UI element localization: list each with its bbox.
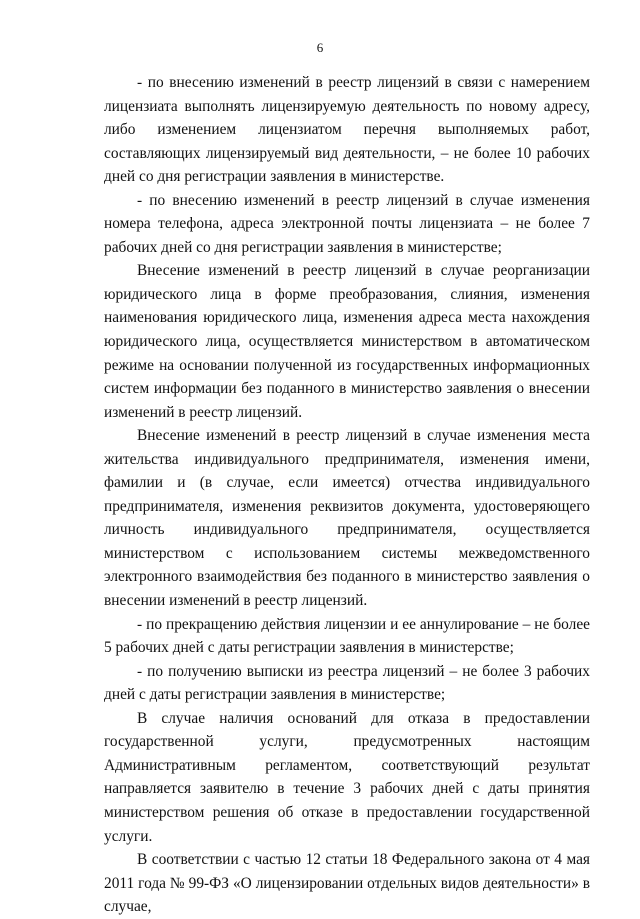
paragraph-license-termination: - по прекращению действия лицензии и ее аннулирование – не более 5 рабочих дней с даты регистрации заявления в министерстве; bbox=[104, 615, 590, 657]
document-body bbox=[104, 71, 590, 919]
paragraph-change-address: - по внесению изменений в реестр лицензий в связи с намерением лицензиата выполнять лицензируемую деятельность по новому адресу, либо изменением лицензиатом перечня выполняемых работ, составляющих лицензируемый вид деятельности, – не более 10 рабочих дней со дня регистрации заявления в министерстве. bbox=[104, 74, 590, 186]
paragraph-registry-extract: - по получению выписки из реестра лицензий – не более 3 рабочих дней с даты регистрации заявления в министерстве; bbox=[104, 662, 590, 704]
paragraph-federal-law-reference: В соответствии с частью 12 статьи 18 Федерального закона от 4 мая 2011 года № 99-ФЗ «О лицензировании отдельных видов деятельности» в случае, bbox=[104, 851, 590, 916]
paragraph-individual-entrepreneur-changes: Внесение изменений в реестр лицензий в случае изменения места жительства индивидуального предпринимателя, изменения имени, фамилии и (в случае, если имеется) отчества индивидуального предпринимателя, изменения реквизитов документа, удостоверяющего личность индивидуального предпринимателя, осуществляется министерством с использованием системы межведомственного электронного взаимодействия без поданного в министерство заявления о внесении изменений в реестр лицензий. bbox=[104, 427, 590, 610]
paragraph-legal-entity-reorganization: Внесение изменений в реестр лицензий в случае реорганизации юридического лица в форме преобразования, слияния, изменения наименования юридического лица, изменения адреса места нахождения юридического лица, осуществляется министерством в автоматическом режиме на основании полученной из государственных информационных систем информации без поданного в министерство заявления о внесении изменений в реестр лицензий. bbox=[104, 262, 590, 421]
page-number: 6 bbox=[316, 40, 324, 55]
paragraph-refusal-grounds: В случае наличия оснований для отказа в предоставлении государственной услуги, предусмотренных настоящим Административным регламентом, соответствующий результат направляется заявителю в течение 3 рабочих дней с даты принятия министерством решения об отказе в предоставлении государственной услуги. bbox=[104, 709, 590, 845]
paragraph-change-phone-email: - по внесению изменений в реестр лицензий в случае изменения номера телефона, адреса электронной почты лицензиата – не более 7 рабочих дней со дня регистрации заявления в министерстве; bbox=[104, 191, 590, 256]
